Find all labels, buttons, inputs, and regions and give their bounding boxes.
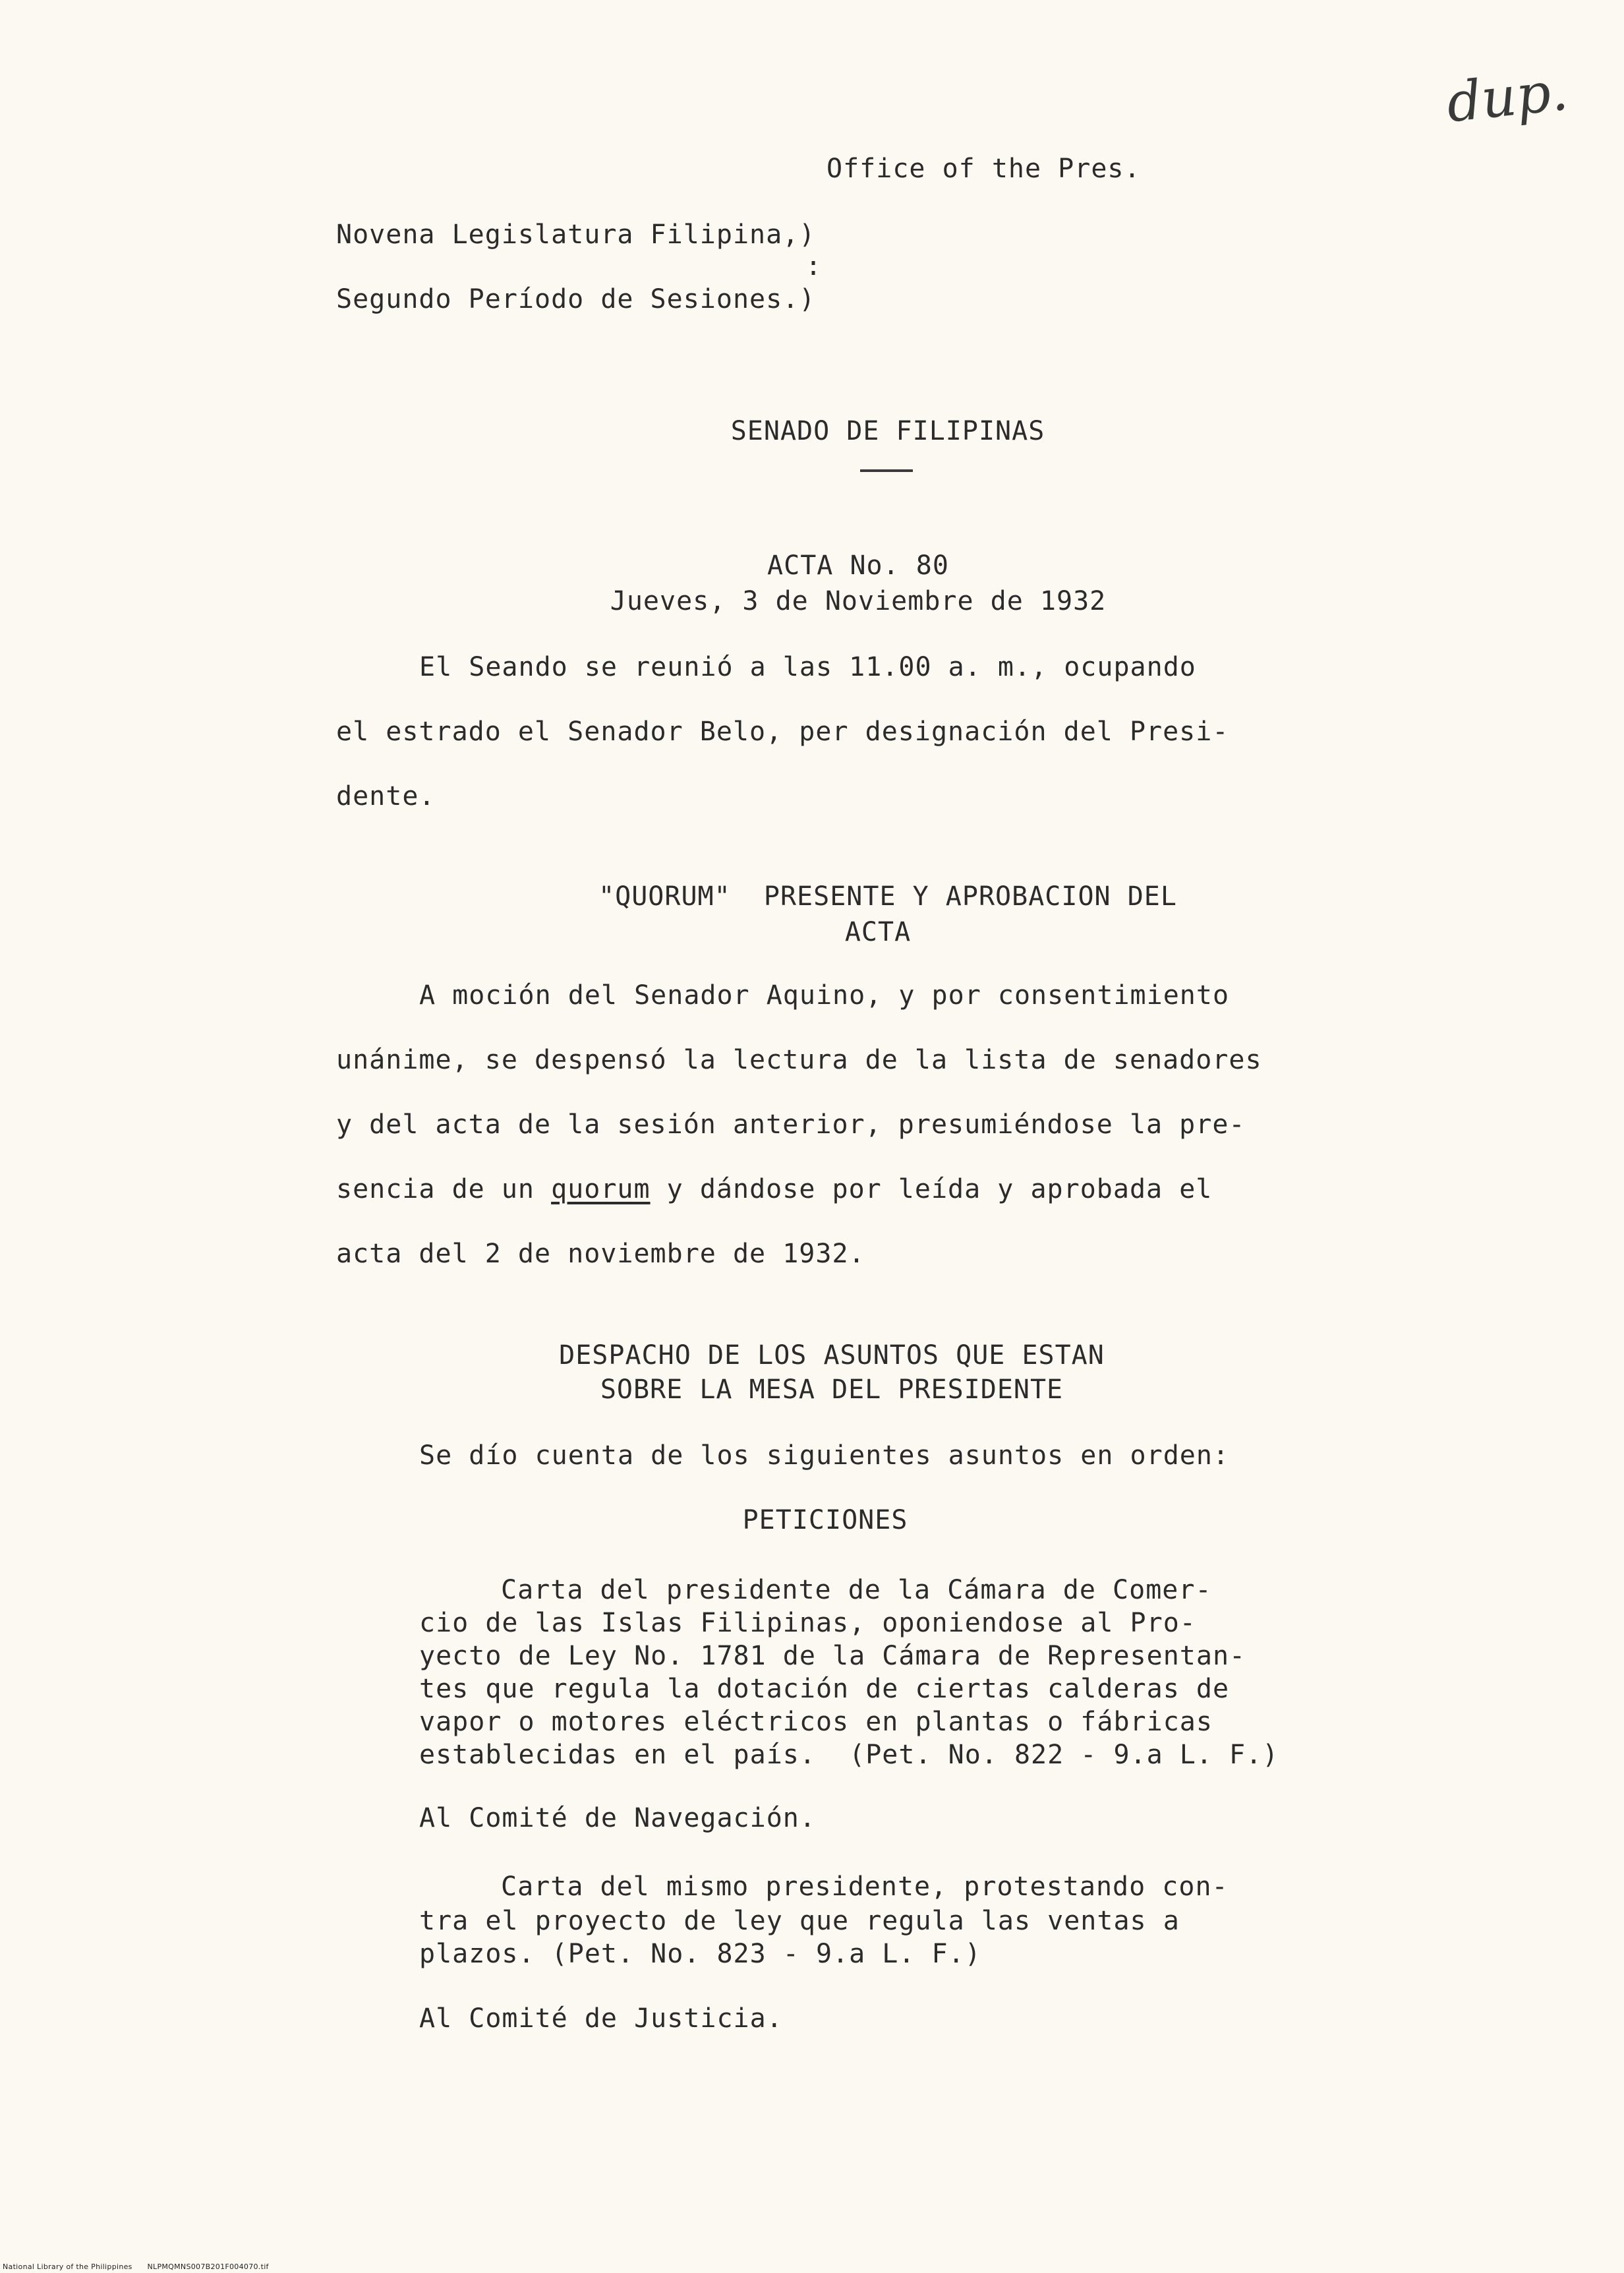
- opening-line-1: El Seando se reunió a las 11.00 a. m., ocupando: [419, 652, 1196, 682]
- legislature-line-2: Segundo Período de Sesiones.): [336, 284, 816, 314]
- quorum-para-line-1: A moción del Senador Aquino, y por consentimiento: [419, 980, 1230, 1011]
- petition-2-line-2: tra el proyecto de ley que regula las ventas a: [419, 1906, 1180, 1936]
- opening-line-2: el estrado el Senador Belo, per designación del Presi-: [336, 717, 1229, 747]
- petition-1-line-5: vapor o motores eléctricos en plantas o fábricas: [419, 1707, 1213, 1737]
- office-heading: Office of the Pres.: [826, 154, 1141, 184]
- acta-number: ACTA No. 80: [767, 550, 949, 581]
- chamber-title: SENADO DE FILIPINAS: [730, 416, 1045, 446]
- petition-1-referral: Al Comité de Navegación.: [419, 1803, 816, 1833]
- quorum-para-line-3: y del acta de la sesión anterior, presumiéndose la pre-: [336, 1109, 1246, 1140]
- quorum-title-line-2: ACTA: [844, 917, 912, 947]
- opening-line-3: dente.: [336, 781, 436, 812]
- peticiones-subtitle: PETICIONES: [742, 1505, 908, 1535]
- quorum-line-4-start: sencia de un: [336, 1174, 552, 1204]
- petition-2-line-3: plazos. (Pet. No. 823 - 9.a L. F.): [419, 1939, 981, 1969]
- footer-file-id: NLPMQMNS007B201F004070.tif: [147, 2262, 269, 2271]
- acta-date: Jueves, 3 de Noviembre de 1932: [610, 586, 1107, 616]
- petition-1-line-1: Carta del presidente de la Cámara de Comer-: [501, 1575, 1212, 1605]
- petition-1-line-6: establecidas en el país. (Pet. No. 822 - 9.a L. F.): [419, 1740, 1279, 1770]
- quorum-para-line-5: acta del 2 de noviembre de 1932.: [336, 1239, 865, 1269]
- petition-2-line-1: Carta del mismo presidente, protestando con-: [501, 1872, 1229, 1902]
- quorum-title-line-1: "QUORUM" PRESENTE Y APROBACION DEL: [598, 881, 1177, 912]
- legislature-separator: :: [805, 251, 823, 281]
- despacho-title-line-1: DESPACHO DE LOS ASUNTOS QUE ESTAN: [559, 1340, 1105, 1371]
- quorum-para-line-2: unánime, se despensó la lectura de la lista de senadores: [336, 1045, 1262, 1075]
- scan-footer: [3, 2262, 269, 2271]
- petition-1-line-3: yecto de Ley No. 1781 de la Cámara de Representan-: [419, 1641, 1246, 1671]
- petition-1-line-2: cio de las Islas Filipinas, oponiendose al Pro-: [419, 1608, 1196, 1638]
- footer-library: National Library of the Philippines: [3, 2262, 132, 2271]
- despacho-title-line-2: SOBRE LA MESA DEL PRESIDENTE: [600, 1374, 1064, 1405]
- petition-1-line-4: tes que regula la dotación de ciertas calderas de: [419, 1674, 1230, 1704]
- quorum-line-4-end: y dándose por leída y aprobada el: [650, 1174, 1213, 1204]
- despacho-intro: Se dío cuenta de los siguientes asuntos en orden:: [419, 1440, 1230, 1471]
- petition-2-referral: Al Comité de Justicia.: [419, 2003, 783, 2034]
- legislature-line-1: Novena Legislatura Filipina,): [336, 220, 816, 250]
- title-underline: [860, 469, 913, 472]
- handwritten-dup-note: dup.: [1443, 59, 1571, 135]
- quorum-para-line-4: [336, 1176, 1212, 1202]
- quorum-underlined-word: quorum: [551, 1174, 651, 1204]
